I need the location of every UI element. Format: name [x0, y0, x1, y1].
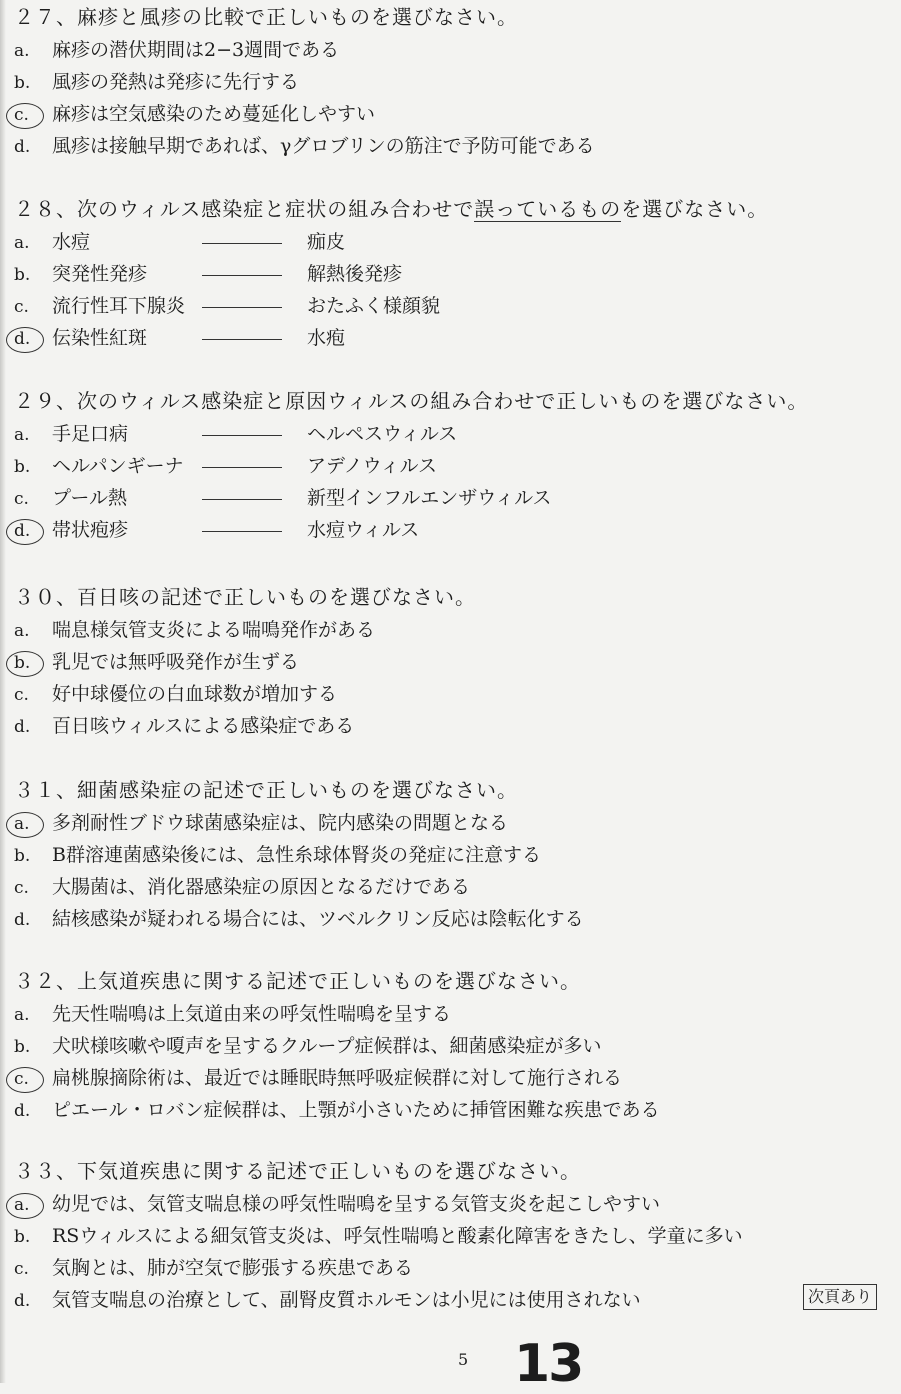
- option-b: [14, 66, 884, 98]
- option-b: [14, 450, 884, 482]
- question-31: [14, 773, 884, 935]
- option-letter: b.: [14, 846, 31, 866]
- option-d: [14, 1284, 884, 1316]
- pair-connector: [202, 435, 282, 436]
- option-letter-circled: c.: [14, 99, 52, 131]
- option-a: [14, 614, 884, 646]
- option-letter-circled: a.: [14, 808, 52, 840]
- question-title: ２９、次のウィルス感染症と原因ウィルスの組み合わせで正しいものを選びなさい。: [14, 389, 809, 413]
- question-33: [14, 1154, 884, 1316]
- option-letter-circled: a.: [14, 1189, 52, 1221]
- pair-connector: [202, 307, 282, 308]
- option-text: 先天性喘鳴は上気道由来の呼気性喘鳴を呈する: [52, 1003, 452, 1025]
- option-text: 気管支喘息の治療として、副腎皮質ホルモンは小児には使用されない: [52, 1289, 641, 1311]
- option-b: [14, 839, 884, 871]
- option-text: 麻疹の潜伏期間は2−3週間である: [52, 39, 340, 61]
- option-text: 喘息様気管支炎による喘鳴発作がある: [52, 619, 376, 641]
- pair-left: 水痘: [52, 231, 91, 253]
- option-d: [14, 903, 884, 935]
- option-text: 大腸菌は、消化器感染症の原因となるだけである: [52, 876, 471, 898]
- option-b: [14, 646, 884, 678]
- option-letter: b.: [14, 1037, 31, 1057]
- option-text: 好中球優位の白血球数が増加する: [52, 683, 338, 705]
- title-part: を選びなさい。: [621, 197, 769, 221]
- option-a: [14, 34, 884, 66]
- pair-connector: [202, 531, 282, 532]
- question-29: [14, 384, 884, 546]
- pair-connector: [202, 499, 282, 500]
- question-28: [14, 192, 884, 354]
- question-27: [14, 0, 884, 162]
- pair-right: 新型インフルエンザウィルス: [307, 487, 552, 509]
- pair-right: おたふく様顔貌: [307, 295, 441, 317]
- option-letter: b.: [14, 265, 31, 285]
- option-text: 風疹の発熱は発疹に先行する: [52, 71, 300, 93]
- option-letter: d.: [14, 717, 31, 737]
- option-b: [14, 1030, 884, 1062]
- option-letter: a.: [14, 41, 30, 61]
- option-a: [14, 226, 884, 258]
- pair-connector: [202, 275, 282, 276]
- question-title: [14, 192, 884, 226]
- option-text: 気胸とは、肺が空気で膨張する疾患である: [52, 1257, 414, 1279]
- option-text: 結核感染が疑われる場合には、ツベルクリン反応は陰転化する: [52, 908, 584, 930]
- pair-right: アデノウィルス: [307, 455, 437, 477]
- option-a: [14, 807, 884, 839]
- option-text: 幼児では、気管支喘息様の呼気性喘鳴を呈する気管支炎を起こしやすい: [52, 1193, 661, 1215]
- question-title: ３０、百日咳の記述で正しいものを選びなさい。: [14, 585, 476, 609]
- option-c: [14, 871, 884, 903]
- handwritten-number: 13: [514, 1334, 583, 1394]
- option-letter: c.: [14, 1259, 29, 1279]
- option-c: [14, 1062, 884, 1094]
- pair-right: ヘルペスウィルス: [307, 423, 458, 445]
- option-text: ピエール・ロバン症候群は、上顎が小さいために挿管困難な疾患である: [52, 1099, 660, 1121]
- option-letter: c.: [14, 297, 29, 317]
- pair-right: 痂皮: [307, 231, 346, 253]
- option-text: B群溶連菌感染後には、急性糸球体腎炎の発症に注意する: [52, 844, 541, 866]
- option-letter: d.: [14, 1101, 31, 1121]
- option-c: [14, 678, 884, 710]
- option-letter-circled: c.: [14, 1063, 52, 1095]
- option-text: RSウィルスによる細気管支炎は、呼気性喘鳴と酸素化障害をきたし、学童に多い: [52, 1225, 743, 1247]
- option-letter: b.: [14, 73, 31, 93]
- option-c: [14, 1252, 884, 1284]
- question-title: ３１、細菌感染症の記述で正しいものを選びなさい。: [14, 778, 518, 802]
- option-b: [14, 1220, 884, 1252]
- option-letter: c.: [14, 685, 29, 705]
- next-page-notice: 次頁あり: [803, 1284, 877, 1310]
- option-b: [14, 258, 884, 290]
- option-text: 扁桃腺摘除術は、最近では睡眠時無呼吸症候群に対して施行される: [52, 1067, 623, 1089]
- question-title: ３２、上気道疾患に関する記述で正しいものを選びなさい。: [14, 969, 581, 993]
- option-letter: a.: [14, 233, 30, 253]
- option-d: [14, 322, 884, 354]
- option-letter: c.: [14, 489, 29, 509]
- pair-connector: [202, 467, 282, 468]
- option-text: 風疹は接触早期であれば、γグロブリンの筋注で予防可能である: [52, 135, 595, 157]
- option-letter: d.: [14, 137, 31, 157]
- option-letter: a.: [14, 425, 30, 445]
- option-d: [14, 130, 884, 162]
- pair-left: 帯状疱疹: [52, 519, 129, 541]
- title-underlined: 誤っているもの: [474, 197, 622, 221]
- pair-left: ヘルパンギーナ: [52, 455, 184, 477]
- title-part: ２８、次のウィルス感染症と症状の組み合わせで: [14, 197, 475, 221]
- option-letter: b.: [14, 1227, 31, 1247]
- pair-left: 流行性耳下腺炎: [52, 295, 186, 317]
- option-letter: a.: [14, 621, 30, 641]
- option-text: 乳児では無呼吸発作が生ずる: [52, 651, 300, 673]
- option-text: 麻疹は空気感染のため蔓延化しやすい: [52, 103, 376, 125]
- option-letter-circled: d.: [14, 515, 52, 547]
- question-32: [14, 964, 884, 1126]
- pair-left: 伝染性紅斑: [52, 327, 148, 349]
- option-d: [14, 710, 884, 742]
- option-letter: a.: [14, 1005, 30, 1025]
- option-c: [14, 290, 884, 322]
- option-c: [14, 482, 884, 514]
- option-text: 百日咳ウィルスによる感染症である: [52, 715, 355, 737]
- option-text: 多剤耐性ブドウ球菌感染症は、院内感染の問題となる: [52, 812, 509, 834]
- pair-connector: [202, 339, 282, 340]
- pair-left: プール熱: [52, 487, 128, 509]
- option-c: [14, 98, 884, 130]
- pair-right: 水疱: [307, 327, 346, 349]
- option-a: [14, 998, 884, 1030]
- option-d: [14, 1094, 884, 1126]
- pair-right: 解熱後発疹: [307, 263, 403, 285]
- question-title: ３３、下気道疾患に関する記述で正しいものを選びなさい。: [14, 1159, 581, 1183]
- question-30: [14, 580, 884, 742]
- option-a: [14, 1188, 884, 1220]
- pair-left: 突発性発疹: [52, 263, 148, 285]
- page-number: 5: [458, 1350, 469, 1369]
- pair-right: 水痘ウィルス: [307, 519, 420, 541]
- scan-shadow: [0, 0, 6, 1383]
- option-letter: c.: [14, 878, 29, 898]
- pair-connector: [202, 243, 282, 244]
- option-letter: d.: [14, 910, 31, 930]
- option-text: 犬吠様咳嗽や嗄声を呈するクループ症候群は、細菌感染症が多い: [52, 1035, 602, 1057]
- pair-left: 手足口病: [52, 423, 129, 445]
- option-letter: d.: [14, 1291, 31, 1311]
- option-letter-circled: b.: [14, 647, 52, 679]
- option-a: [14, 418, 884, 450]
- option-letter: b.: [14, 457, 31, 477]
- question-title: ２７、麻疹と風疹の比較で正しいものを選びなさい。: [14, 5, 518, 29]
- option-letter-circled: d.: [14, 323, 52, 355]
- option-d: [14, 514, 884, 546]
